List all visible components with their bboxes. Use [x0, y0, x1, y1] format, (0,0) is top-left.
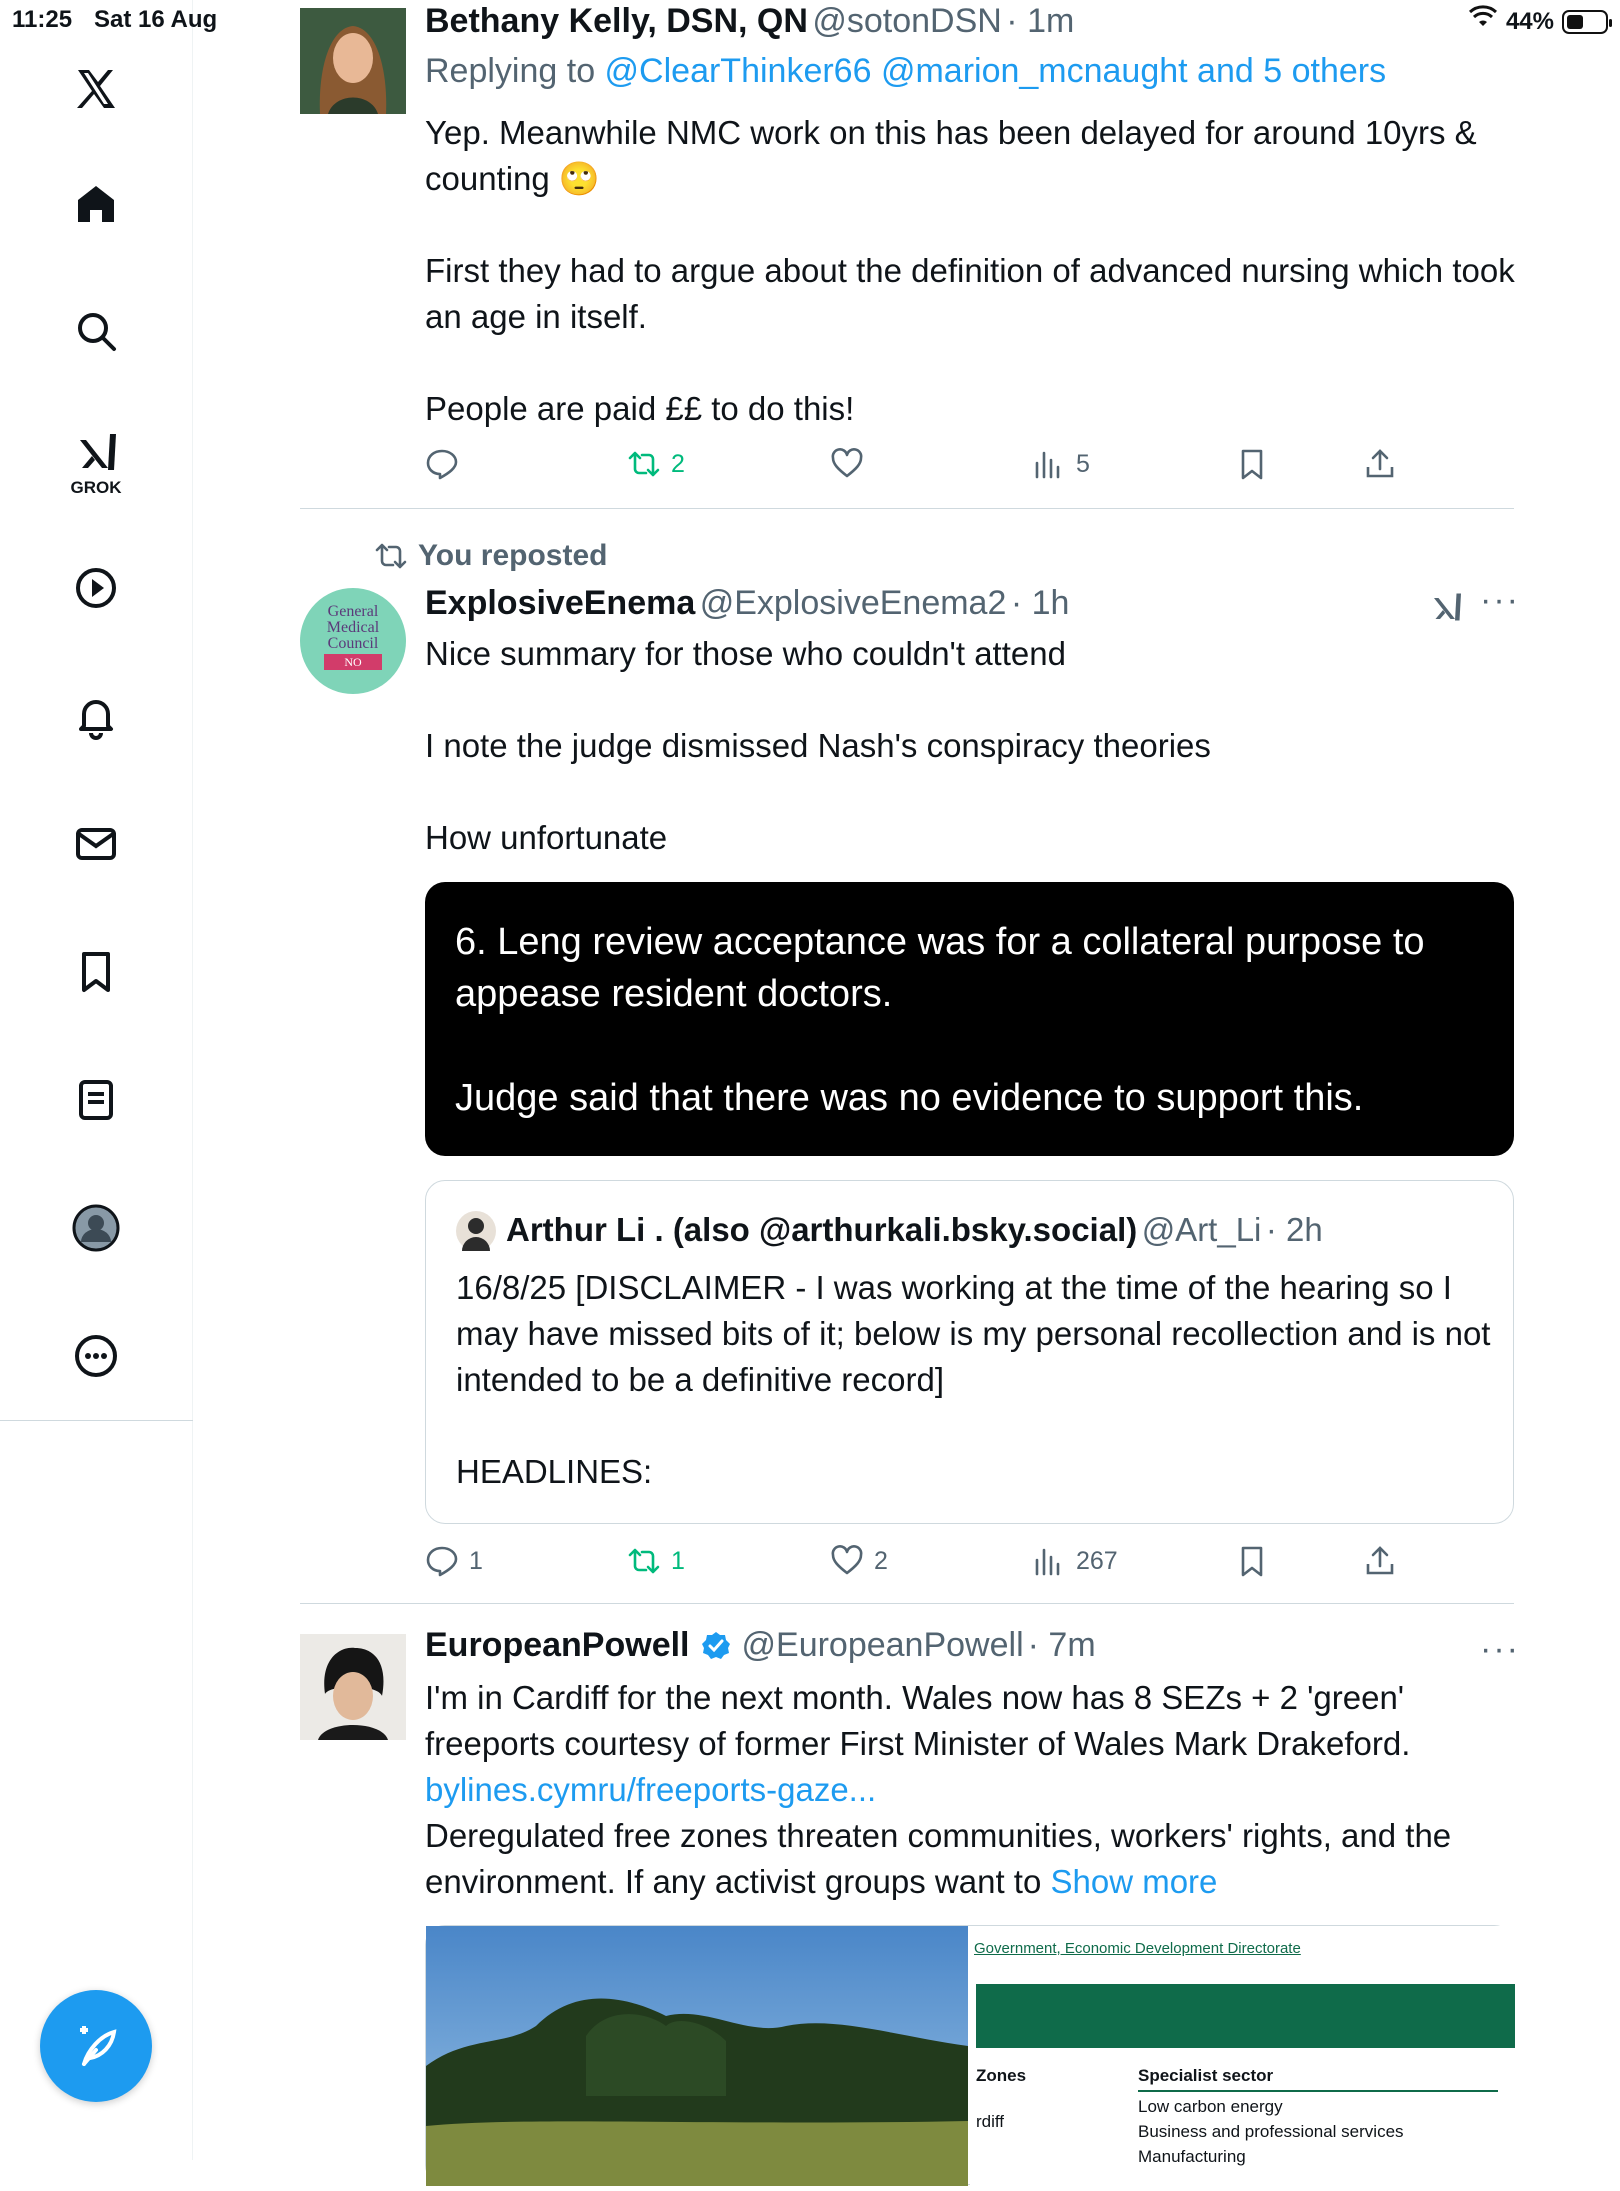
- status-bar: [0, 0, 1620, 40]
- tweet-actions: [425, 1544, 1415, 1584]
- views-count: 267: [1076, 1546, 1118, 1575]
- reply-button[interactable]: [425, 447, 459, 481]
- profile-avatar-icon[interactable]: [64, 1196, 128, 1260]
- status-indicators: [1468, 6, 1608, 37]
- author-name[interactable]: Bethany Kelly, DSN, QN: [425, 2, 808, 40]
- compose-feather-icon: [70, 2020, 122, 2072]
- doc-sector-2: Business and professional services: [1138, 2122, 1404, 2141]
- attached-image[interactable]: [425, 882, 1514, 1156]
- repost-count: 2: [671, 449, 685, 478]
- tweet-european-powell[interactable]: [300, 1604, 1520, 2166]
- article-link[interactable]: bylines.cymru/freeports-gaze...: [425, 1771, 877, 1808]
- tweet-time[interactable]: · 1h: [1010, 584, 1070, 622]
- like-button[interactable]: [830, 447, 864, 481]
- doc-sector-3: Manufacturing: [1138, 2147, 1246, 2166]
- status-time: 11:25: [12, 6, 73, 33]
- reply-icon: [425, 1544, 459, 1578]
- repost-icon: [627, 1544, 661, 1578]
- avatar[interactable]: [300, 1634, 406, 1740]
- doc-row-left: rdiff: [976, 2112, 1005, 2131]
- like-heart-icon: [830, 447, 864, 481]
- author-handle[interactable]: @ExplosiveEnema2: [699, 584, 1007, 622]
- doc-header: Government, Economic Development Directorate: [974, 1940, 1301, 1957]
- reply-count: 1: [469, 1546, 483, 1575]
- author-name[interactable]: EuropeanPowell: [425, 1626, 690, 1664]
- repost-icon: [627, 447, 661, 481]
- quote-header: [506, 1211, 1323, 1249]
- avatar-text-2: Medical: [326, 619, 380, 636]
- reply-button[interactable]: [425, 1544, 483, 1578]
- wifi-icon: [1468, 6, 1498, 37]
- more-options-icon[interactable]: [64, 1324, 128, 1388]
- repost-button[interactable]: [627, 1544, 685, 1578]
- tweet-actions: [425, 447, 1415, 487]
- repost-context: [374, 539, 607, 573]
- media-document-table[interactable]: [970, 1926, 1515, 2186]
- author-handle[interactable]: @EuropeanPowell: [741, 1626, 1024, 1664]
- share-button[interactable]: [1363, 447, 1397, 481]
- like-button[interactable]: [830, 1544, 888, 1578]
- bookmark-icon: [1235, 1544, 1269, 1578]
- x-logo-icon[interactable]: [64, 58, 128, 122]
- home-icon[interactable]: [64, 172, 128, 236]
- grok-explain-icon[interactable]: [1428, 589, 1464, 630]
- replying-to: [425, 52, 1386, 91]
- media-photo-trees[interactable]: [426, 1926, 968, 2186]
- lists-icon[interactable]: [64, 1068, 128, 1132]
- tweet-bethany-kelly[interactable]: [300, 0, 1514, 508]
- replying-to-users-link[interactable]: @ClearThinker66 @marion_mcnaught and 5 others: [604, 52, 1387, 90]
- messages-envelope-icon[interactable]: [64, 812, 128, 876]
- avatar-text-3: Council: [327, 635, 379, 652]
- tweet-body: [425, 1675, 1514, 1905]
- tweet-text-part-2: Deregulated free zones threaten communities, workers' rights, and the environment. If any activist groups want to: [425, 1817, 1461, 1900]
- quoted-tweet[interactable]: [425, 1180, 1514, 1524]
- quote-time: · 2h: [1265, 1211, 1323, 1248]
- search-icon[interactable]: [64, 299, 128, 363]
- tweet-body: Nice summary for those who couldn't attend I note the judge dismissed Nash's conspiracy theories How unfortunate: [425, 635, 1211, 856]
- views-count: 5: [1076, 449, 1090, 478]
- avatar-text-4: NO: [324, 654, 382, 670]
- tweet-body: Yep. Meanwhile NMC work on this has been delayed for around 10yrs & counting 🙄 First they had to argue about the definition of advanced nursing which took an age in itself. People are paid ££ to do this!: [425, 114, 1515, 427]
- quote-avatar: [456, 1211, 496, 1251]
- bookmark-button[interactable]: [1235, 1544, 1269, 1578]
- bookmark-button[interactable]: [1235, 447, 1269, 481]
- more-options-icon[interactable]: ···: [1480, 581, 1520, 619]
- more-options-icon[interactable]: ···: [1480, 1630, 1520, 1668]
- replying-prefix: Replying to: [425, 52, 605, 90]
- repost-count: 1: [671, 1546, 685, 1575]
- doc-sector-1: Low carbon energy: [1138, 2097, 1283, 2116]
- sidebar: [0, 0, 193, 2160]
- status-date: Sat 16 Aug: [94, 6, 218, 33]
- show-more-link[interactable]: Show more: [1050, 1863, 1218, 1900]
- compose-post-button[interactable]: [40, 1990, 152, 2102]
- views-chart-icon: [1032, 1544, 1066, 1578]
- avatar-text-1: General: [327, 603, 379, 620]
- doc-col2: Specialist sector: [1138, 2066, 1274, 2085]
- video-play-icon[interactable]: [64, 556, 128, 620]
- bookmark-icon: [1235, 447, 1269, 481]
- tweet-header: [425, 584, 1069, 623]
- views-button[interactable]: [1032, 1544, 1118, 1578]
- doc-green-band: [976, 1984, 1515, 2048]
- bookmarks-icon[interactable]: [64, 940, 128, 1004]
- media-gallery[interactable]: [425, 1925, 1514, 2185]
- tweet-time[interactable]: · 7m: [1027, 1626, 1096, 1664]
- reply-icon: [425, 447, 459, 481]
- doc-col1: Zones: [976, 2066, 1027, 2085]
- repost-context-icon: [374, 539, 408, 573]
- quote-body: 16/8/25 [DISCLAIMER - I was working at the time of the hearing so I may have missed bits of it; below is my personal recollection and is not intended to be a definitive record] HEADLINES:: [456, 1269, 1491, 1490]
- battery-icon: [1562, 10, 1608, 34]
- verified-badge-icon: [700, 1630, 732, 1662]
- doc-rule: [1138, 2090, 1498, 2092]
- grok-icon[interactable]: [64, 420, 128, 484]
- image-caption-text: 6. Leng review acceptance was for a collateral purpose to appease resident doctors. Judge said that there was no evidence to support this.: [455, 921, 1425, 1119]
- notifications-bell-icon[interactable]: [64, 684, 128, 748]
- like-heart-icon: [830, 1544, 864, 1578]
- share-icon: [1363, 447, 1397, 481]
- author-handle[interactable]: @sotonDSN: [812, 2, 1002, 40]
- avatar[interactable]: [300, 588, 406, 694]
- views-chart-icon: [1032, 447, 1066, 481]
- doc-row-right: [1138, 2094, 1404, 2169]
- repost-context-label[interactable]: You reposted: [418, 539, 608, 572]
- share-button[interactable]: [1363, 1544, 1397, 1578]
- tweet-header: [425, 1626, 1096, 1665]
- sidebar-divider: [0, 1420, 193, 1421]
- like-count: 2: [874, 1546, 888, 1575]
- views-button[interactable]: [1032, 447, 1090, 481]
- quote-author-name: Arthur Li . (also @arthurkali.bsky.social): [506, 1211, 1138, 1248]
- grok-label: GROK: [70, 478, 122, 497]
- battery-percent: 44%: [1505, 7, 1554, 35]
- repost-button[interactable]: [627, 447, 685, 481]
- tweet-time[interactable]: · 1m: [1006, 2, 1075, 40]
- quote-author-handle: @Art_Li: [1141, 1211, 1262, 1248]
- tweet-text-part-1: I'm in Cardiff for the next month. Wales now has 8 SEZs + 2 'green' freeports courtesy of former First Minister of Wales Mark Drakeford.: [425, 1679, 1414, 1762]
- tweet-explosive-enema[interactable]: [300, 509, 1520, 1603]
- author-name[interactable]: ExplosiveEnema: [425, 584, 696, 622]
- share-icon: [1363, 1544, 1397, 1578]
